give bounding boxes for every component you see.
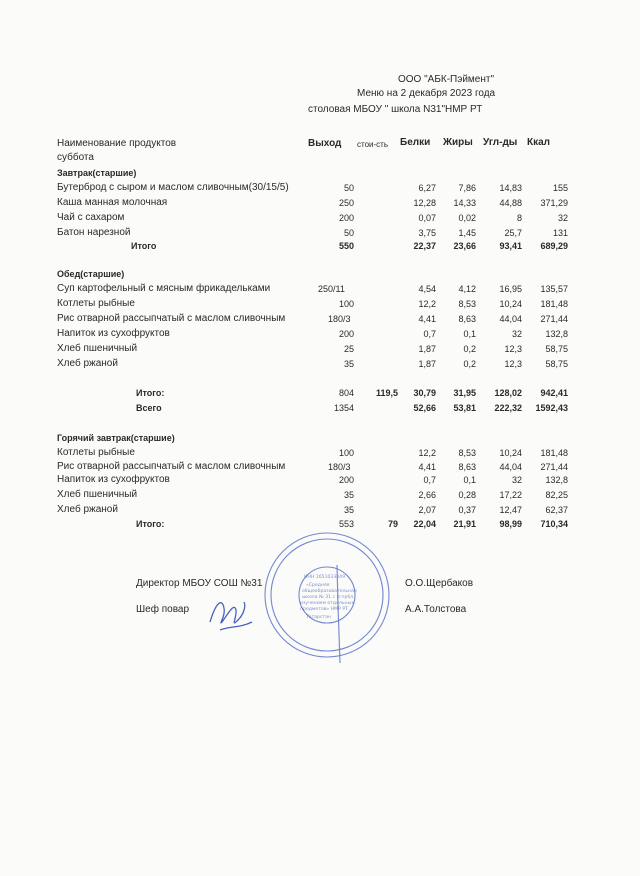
dish-output: 200 (338, 213, 354, 223)
dish-carbs: 12,3 (504, 344, 522, 354)
dish-carbs: 44,88 (499, 198, 522, 208)
svg-text:изучением отдельных: изучением отдельных (300, 601, 354, 606)
dish-output: 25 (343, 344, 354, 354)
svg-text:ИНН 1651033049: ИНН 1651033049 (304, 575, 346, 580)
dish-carbs: 32 (511, 475, 522, 485)
dish-kcal: 82,25 (545, 490, 568, 500)
dish-output: 100 (338, 448, 354, 458)
dish-fat: 8,63 (458, 314, 476, 324)
total-fat: 21,91 (453, 519, 476, 529)
dish-protein: 0,07 (418, 213, 436, 223)
grand-total-output: 1354 (333, 403, 354, 413)
director-name: О.О.Щербаков (405, 578, 474, 589)
dish-carbs: 12,47 (499, 505, 522, 515)
dish-name: Котлеты рыбные (57, 447, 135, 458)
dish-protein: 0,7 (423, 329, 436, 339)
dish-output: 250 (338, 198, 354, 208)
dish-carbs: 8 (516, 213, 522, 223)
total-output: 550 (338, 241, 354, 251)
dish-kcal: 131 (552, 228, 568, 238)
official-stamp (262, 530, 392, 660)
column-kcal-heading: Ккал (527, 137, 551, 148)
dish-kcal: 371,29 (540, 198, 568, 208)
total-fat: 31,95 (453, 388, 476, 398)
grand-total-label: Всего (136, 403, 162, 413)
dish-name: Рис отварной рассыпчатый с маслом сливочным (57, 313, 286, 324)
dish-carbs: 10,24 (499, 448, 522, 458)
dish-name: Хлеб пшеничный (57, 489, 138, 500)
dish-name: Хлеб пшеничный (57, 343, 138, 354)
dish-protein: 6,27 (418, 183, 436, 193)
dish-fat: 0,2 (463, 359, 476, 369)
total-kcal: 942,41 (540, 388, 568, 398)
grand-total-carbs: 222,32 (494, 403, 522, 413)
dish-carbs: 17,22 (499, 490, 522, 500)
breakfast-title: Завтрак(старшие) (57, 168, 137, 178)
hot-breakfast-title: Горячий завтрак(старшие) (57, 433, 175, 443)
dish-protein: 3,75 (418, 228, 436, 238)
dish-protein: 0,7 (423, 475, 436, 485)
dish-kcal: 32 (557, 213, 568, 223)
dish-carbs: 44,04 (499, 314, 522, 324)
dish-kcal: 58,75 (545, 344, 568, 354)
total-kcal: 689,29 (540, 241, 568, 251)
dish-protein: 1,87 (418, 359, 436, 369)
dish-carbs: 12,3 (504, 359, 522, 369)
dish-carbs: 44,04 (499, 462, 522, 472)
dish-name: Батон нарезной (57, 227, 131, 238)
dish-name: Суп картофельный с мясным фрикадельками (57, 283, 271, 294)
dish-fat: 0,1 (463, 475, 476, 485)
dish-output: 180/3 (328, 314, 351, 324)
dish-name: Напиток из сухофруктов (57, 474, 170, 485)
dish-name: Хлеб ржаной (57, 504, 118, 515)
dish-carbs: 16,95 (499, 284, 522, 294)
svg-text:Татарстан: Татарстан (306, 615, 332, 620)
total-output: 553 (338, 519, 354, 529)
chef-title: Шеф повар (136, 604, 190, 615)
dish-protein: 1,87 (418, 344, 436, 354)
dish-fat: 0,28 (458, 490, 476, 500)
dish-fat: 1,45 (458, 228, 476, 238)
total-output: 804 (338, 388, 354, 398)
org-name: ООО "АБК-Пэймент" (398, 74, 495, 85)
total-label: Итого: (136, 388, 165, 398)
svg-text:предметов» НМР РТ: предметов» НМР РТ (300, 607, 348, 612)
dish-protein: 2,66 (418, 490, 436, 500)
svg-text:школа № 31 с углубл.: школа № 31 с углубл. (302, 595, 355, 600)
dish-kcal: 132,8 (545, 475, 568, 485)
dish-kcal: 181,48 (540, 299, 568, 309)
dish-protein: 12,2 (418, 299, 436, 309)
canteen-name: столовая МБОУ " школа N31"НМР РТ (308, 104, 483, 115)
dish-kcal: 271,44 (540, 462, 568, 472)
dish-protein: 4,41 (418, 314, 436, 324)
dish-name: Хлеб ржаной (57, 358, 118, 369)
director-title: Директор МБОУ СОШ №31 (136, 578, 263, 589)
chef-name: А.А.Толстова (405, 604, 467, 615)
lunch-title: Обед(старшие) (57, 269, 125, 279)
dish-name: Бутерброд с сыром и маслом сливочным(30/15/5) (57, 182, 289, 193)
total-protein: 30,79 (413, 388, 436, 398)
column-carbs-heading: Угл-ды (483, 137, 518, 148)
dish-output: 100 (338, 299, 354, 309)
dish-kcal: 62,37 (545, 505, 568, 515)
dish-fat: 4,12 (458, 284, 476, 294)
dish-output: 50 (343, 228, 354, 238)
total-label: Итого (131, 241, 157, 251)
day-label: суббота (57, 152, 94, 163)
column-output-heading: Выход (308, 138, 342, 149)
dish-protein: 12,28 (413, 198, 436, 208)
dish-fat: 0,2 (463, 344, 476, 354)
dish-kcal: 132,8 (545, 329, 568, 339)
dish-output: 200 (338, 329, 354, 339)
total-carbs: 98,99 (499, 519, 522, 529)
column-cost-heading: стои-сть (357, 140, 388, 149)
dish-output: 35 (343, 359, 354, 369)
dish-kcal: 155 (552, 183, 568, 193)
total-cost: 79 (387, 519, 398, 529)
column-fat-heading: Жиры (443, 137, 473, 148)
dish-kcal: 181,48 (540, 448, 568, 458)
dish-kcal: 135,57 (540, 284, 568, 294)
dish-fat: 0,1 (463, 329, 476, 339)
dish-kcal: 58,75 (545, 359, 568, 369)
chef-signature (200, 592, 260, 634)
dish-name: Каша манная молочная (57, 197, 168, 208)
dish-output: 250/11 (318, 284, 345, 294)
total-label: Итого: (136, 519, 165, 529)
stamp-stroke (334, 565, 346, 665)
total-fat: 23,66 (453, 241, 476, 251)
dish-protein: 4,54 (418, 284, 436, 294)
column-name-heading: Наименование продуктов (57, 138, 177, 149)
dish-kcal: 271,44 (540, 314, 568, 324)
total-protein: 22,04 (413, 519, 436, 529)
dish-fat: 8,53 (458, 448, 476, 458)
svg-text:общеобразовательная: общеобразовательная (302, 589, 357, 594)
column-protein-heading: Белки (400, 137, 431, 148)
dish-output: 50 (343, 183, 354, 193)
dish-name: Рис отварной рассыпчатый с маслом сливочным (57, 461, 286, 472)
dish-fat: 8,53 (458, 299, 476, 309)
dish-output: 200 (338, 475, 354, 485)
dish-carbs: 10,24 (499, 299, 522, 309)
dish-output: 35 (343, 490, 354, 500)
dish-fat: 0,37 (458, 505, 476, 515)
dish-protein: 12,2 (418, 448, 436, 458)
grand-total-protein: 52,66 (413, 403, 436, 413)
grand-total-kcal: 1592,43 (535, 403, 568, 413)
total-cost: 119,5 (375, 388, 398, 398)
dish-fat: 14,33 (453, 198, 476, 208)
total-carbs: 93,41 (499, 241, 522, 251)
dish-name: Котлеты рыбные (57, 298, 135, 309)
dish-protein: 2,07 (418, 505, 436, 515)
dish-carbs: 32 (511, 329, 522, 339)
dish-fat: 8,63 (458, 462, 476, 472)
dish-carbs: 14,83 (499, 183, 522, 193)
svg-text:«Средняя: «Средняя (306, 583, 330, 588)
total-kcal: 710,34 (540, 519, 568, 529)
dish-name: Напиток из сухофруктов (57, 328, 170, 339)
total-carbs: 128,02 (494, 388, 522, 398)
dish-fat: 0,02 (458, 213, 476, 223)
menu-title: Меню на 2 декабря 2023 года (357, 88, 496, 99)
grand-total-fat: 53,81 (453, 403, 476, 413)
dish-name: Чай с сахаром (57, 212, 125, 223)
dish-fat: 7,86 (458, 183, 476, 193)
dish-output: 35 (343, 505, 354, 515)
dish-carbs: 25,7 (504, 228, 522, 238)
dish-protein: 4,41 (418, 462, 436, 472)
dish-output: 180/3 (328, 462, 351, 472)
total-protein: 22,37 (413, 241, 436, 251)
